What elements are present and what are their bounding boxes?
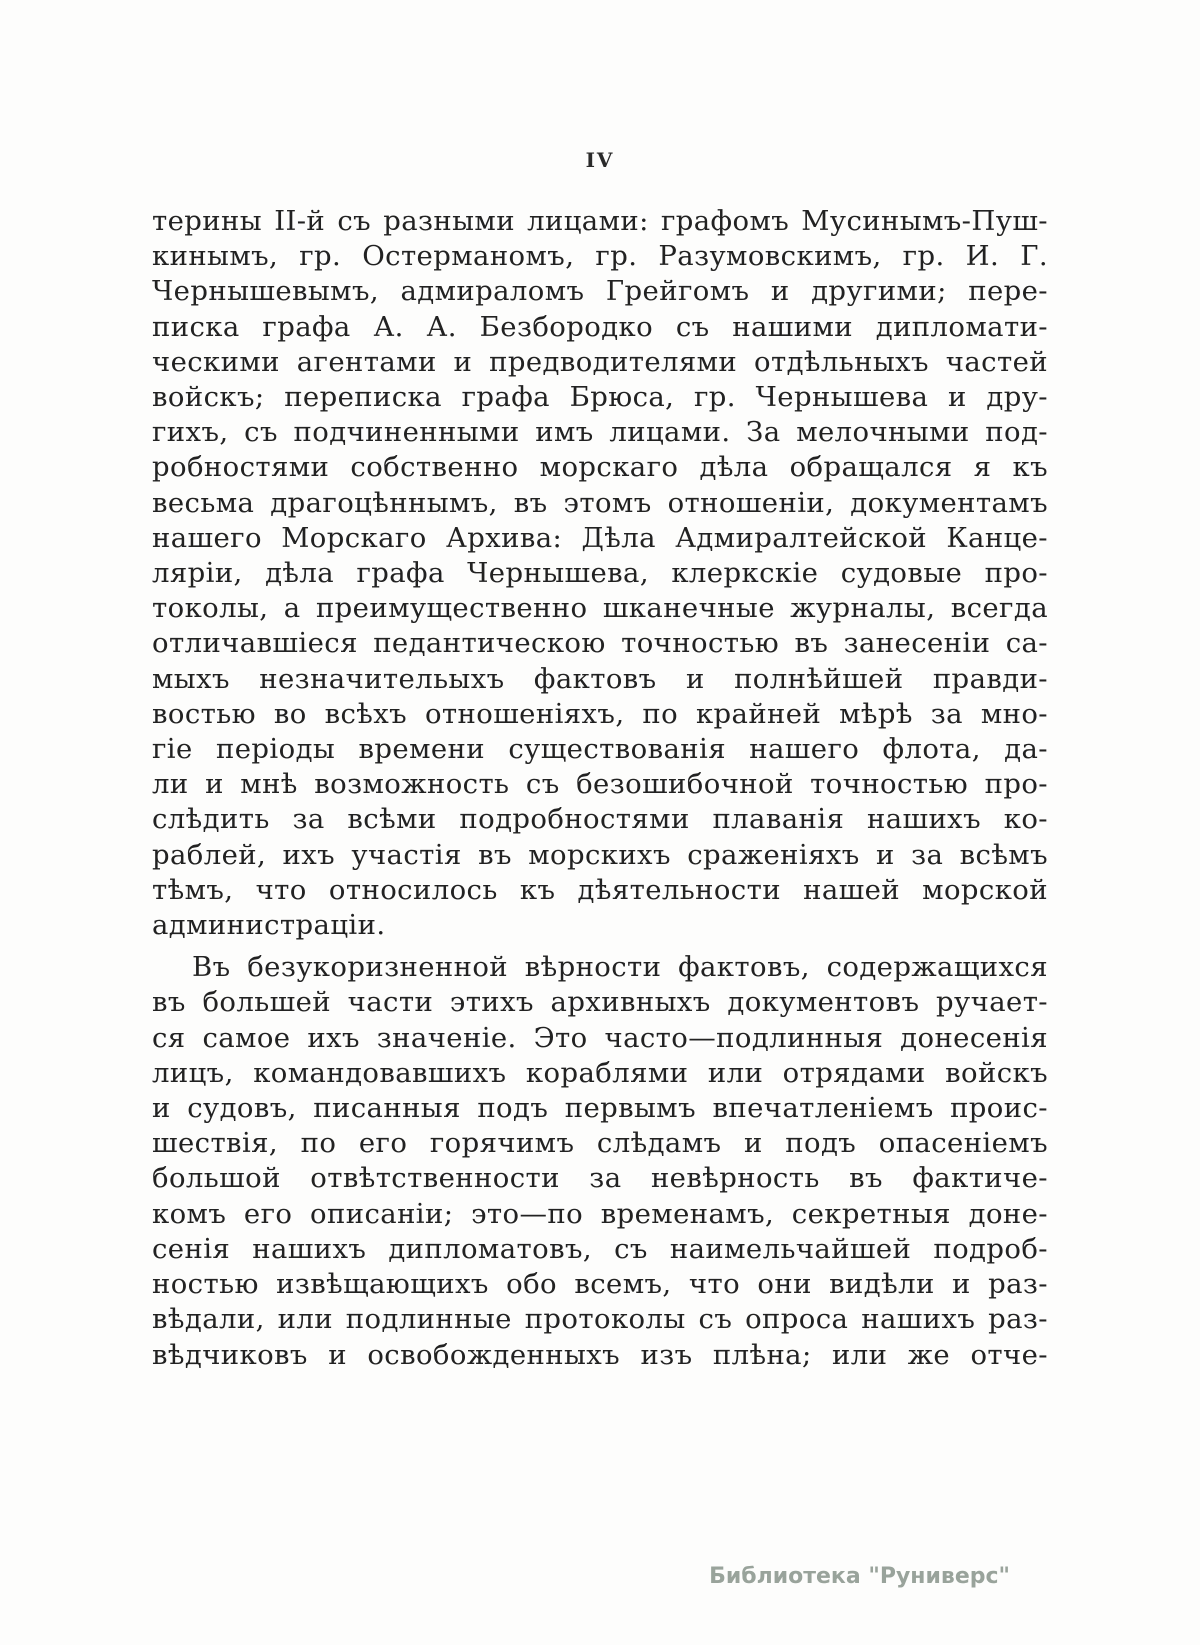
text-line: отличавшіеся педантическою точностью въ занесеніи са- [152,627,1048,660]
paragraph-1 [152,204,1048,943]
text-line: востью во всѣхъ отношеніяхъ, по крайней мѣрѣ за мно- [152,697,1048,730]
text-line: сенія нашихъ дипломатовъ, съ наимельчайшей подроб- [152,1232,1048,1265]
text-line: Въ безукоризненной вѣрности фактовъ, содержащихся [192,951,1048,984]
text-line: ли и мнѣ возможность съ безошибочной точностью про- [152,768,1048,801]
text-line: тѣмъ, что относилось къ дѣятельности нашей морской [152,873,1048,906]
text-line: мыхъ незначительыхъ фактовъ и полнѣйшей правди- [152,662,1048,695]
page-number: IV [585,148,615,172]
text-line: раблей, ихъ участія въ морскихъ сраженіяхъ и за всѣмъ [152,838,1048,871]
text-line: гихъ, съ подчиненными имъ лицами. За мелочными под- [152,416,1048,449]
text-line: ся самое ихъ значеніе. Это часто—подлинныя донесенія [152,1021,1048,1054]
text-line: терины II-й съ разными лицами: графомъ Мусинымъ-Пуш- [152,205,1048,237]
text-line: слѣдить за всѣми подробностями плаванія нашихъ ко- [152,803,1048,836]
text-line: большой отвѣтственности за невѣрность въ фактиче- [152,1162,1048,1195]
text-line: весьма драгоцѣннымъ, въ этомъ отношеніи, документамъ [152,486,1048,519]
text-line: въ большей части этихъ архивныхъ документовъ ручает- [152,986,1048,1019]
text-line: кинымъ, гр. Остерманомъ, гр. Разумовскимъ, гр. И. Г. [152,240,1048,273]
text-line: войскъ; переписка графа Брюса, гр. Чернышева и дру- [152,381,1048,414]
text-line: шествія, по его горячимъ слѣдамъ и подъ опасеніемъ [152,1127,1048,1160]
text-line: ляріи, дѣла графа Чернышева, клеркскіе судовые про- [152,557,1048,590]
text-line: вѣдчиковъ и освобожденныхъ изъ плѣна; или же отче- [152,1338,1048,1371]
text-line: писка графа А. А. Безбородко съ нашими дипломати- [152,310,1048,343]
page-body [152,204,1048,1373]
library-watermark: Библиотека "Руниверс" [709,1564,1010,1589]
text-line: нашего Морскаго Архива: Дѣла Адмиралтейской Канце- [152,521,1048,554]
text-line: ческими агентами и предводителями отдѣльныхъ частей [152,345,1048,378]
paragraph-2 [152,950,1048,1372]
text-line: администраціи. [152,909,386,942]
text-line: лицъ, командовавшихъ кораблями или отрядами войскъ [152,1056,1048,1089]
text-line: комъ его описаніи; это—по временамъ, секретныя доне- [152,1197,1048,1230]
text-line: вѣдали, или подлинные протоколы съ опроса нашихъ раз- [152,1303,1048,1336]
text-line: токолы, а преимущественно шканечные журналы, всегда [152,592,1048,625]
text-line: Чернышевымъ, адмираломъ Грейгомъ и другими; пере- [152,275,1048,308]
text-line: робностями собственно морскаго дѣла обращался я къ [152,451,1048,484]
text-line: гіе періоды времени существованія нашего флота, да- [152,733,1048,766]
text-line: ностью извѣщающихъ обо всемъ, что они видѣли и раз- [152,1268,1048,1301]
text-line: и судовъ, писанныя подъ первымъ впечатленіемъ проис- [152,1092,1048,1125]
